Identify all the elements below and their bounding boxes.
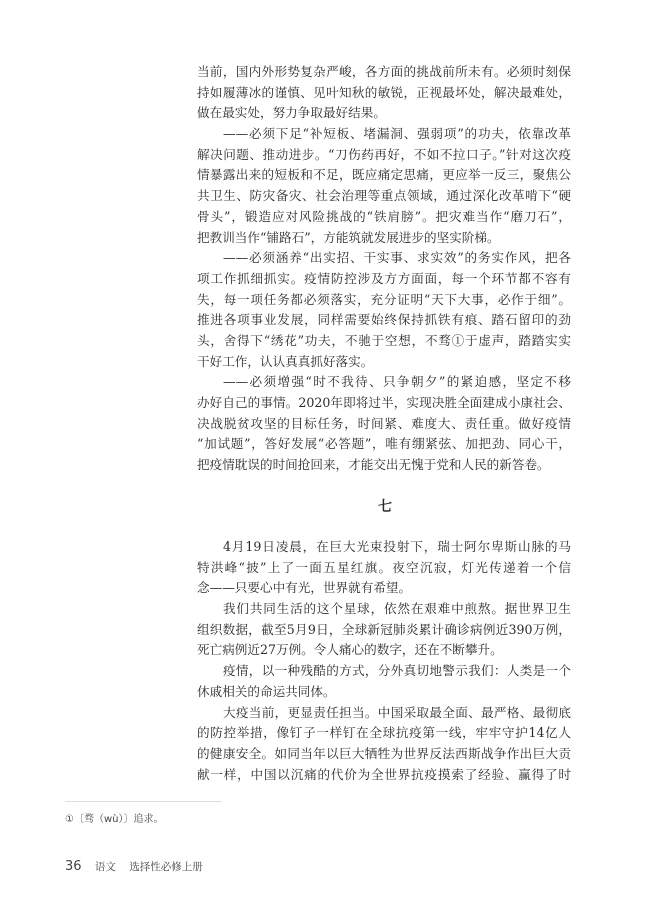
text-line: 失，每一项任务都必须落实，充分证明“天下大事，必作于细”。 [197,291,571,307]
text-line: 大疫当前，更显责任担当。中国采取最全面、最严格、最彻底 [223,704,571,720]
text-line: 当前，国内外形势复杂严峻，各方面的挑战前所未有。必须时刻保 [197,64,571,79]
text-line: 把疫情耽误的时间抢回来，才能交出无愧于党和人民的新答卷。 [197,457,550,473]
subject: 语文 [94,861,116,873]
text-line: 持如履薄冰的谨慎、见叶知秋的敏锐，正视最坏处，解决最难处， [197,84,571,100]
text-line: 的健康安全。如同当年以巨大牺牲为世界反法西斯战争作出巨大贡 [197,745,571,761]
text-line: 头，舍得下“绣花”功夫，不驰于空想，不骛①于虚声，踏踏实实 [197,332,571,348]
text-line: 解决问题、推动进步。“刀伤药再好，不如不拉口子。”针对这次疫 [197,146,571,162]
text-line: 4月19日凌晨，在巨大光束投射下，瑞士阿尔卑斯山脉的马 [223,539,571,554]
text-line: 疫情，以一种残酷的方式，分外真切地警示我们：人类是一个 [223,663,571,679]
text-line: 我们共同生活的这个星球，依然在艰难中煎熬。据世界卫生 [223,601,571,617]
footnote: ①〔骛（wù）〕追求。 [65,814,164,825]
text-line: ——必须增强“时不我待、只争朝夕”的紧迫感，坚定不移 [223,374,571,390]
section-heading: 七 [378,499,392,515]
text-line: 推进各项事业发展，同样需要始终保持抓铁有痕、踏石留印的劲 [197,312,571,328]
section-seven-body [197,537,571,785]
text-line: 特洪峰“披”上了一面五星红旗。夜空沉寂，灯光传递着一个信 [197,559,571,575]
text-line: 死亡病例近27万例。令人痛心的数字，还在不断攀升。 [197,642,503,658]
section-six-body [197,62,571,476]
text-line: 献一样，中国以沉痛的代价为全世界抗疫摸索了经验、赢得了时 [197,766,571,782]
text-line: 决战脱贫攻坚的目标任务，时间紧、难度大、责任重。做好疫情 [197,415,571,431]
text-line: “加试题”，答好发展“必答题”，唯有绷紧弦、加把劲、同心干， [197,436,571,452]
text-line: 骨头”，锻造应对风险挑战的“铁肩膀”。把灾难当作“磨刀石”， [197,208,571,224]
text-line: 念——只要心中有光，世界就有希望。 [197,580,412,596]
text-line: 共卫生、防灾备灾、社会治理等重点领域，通过深化改革啃下“硬 [197,188,571,204]
page-footer [65,859,203,874]
text-line: ——必须下足“补短板、堵漏洞、强弱项”的功夫，依靠改革 [223,126,571,142]
footnote-divider [65,801,222,802]
text-line: 干好工作，认认真真抓好落实。 [197,353,374,369]
text-line: 做在最实处，努力争取最好结果。 [197,105,386,121]
text-line: 休戚相关的命运共同体。 [197,683,336,699]
text-line: 办好自己的事情。2020年即将过半，实现决胜全面建成小康社会、 [197,395,571,410]
text-line: ——必须涵养“出实招、干实事、求实效”的务实作风，把各 [223,250,571,266]
text-line: 项工作抓细抓实。疫情防控涉及方方面面，每一个环节都不容有 [197,270,571,286]
text-line: 组织数据，截至5月9日，全球新冠肺炎累计确诊病例近390万例， [197,621,571,637]
text-line: 把教训当作“铺路石”，方能筑就发展进步的坚实阶梯。 [197,229,500,245]
volume: 选择性必修上册 [129,861,203,873]
text-line: 情暴露出来的短板和不足，既应痛定思痛，更应举一反三，聚焦公 [197,167,571,183]
page-number: 36 [65,859,82,874]
text-line: 的防控举措，像钉子一样钉在全球抗疫第一线，牢牢守护14亿人 [197,725,571,741]
